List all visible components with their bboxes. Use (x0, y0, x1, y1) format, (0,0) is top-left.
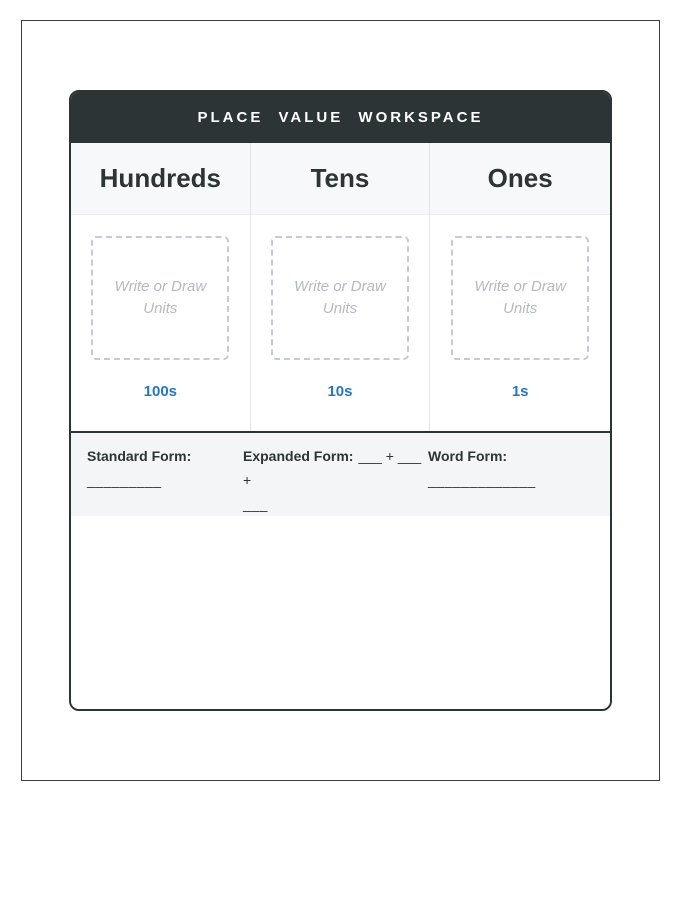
ones-placeholder: Write or Draw Units (474, 278, 566, 317)
word-form-blank[interactable]: _____________ (428, 472, 536, 488)
expanded-form-blank-inline[interactable]: ___ + ___ + (243, 448, 422, 488)
standard-form-blank[interactable]: _________ (87, 472, 162, 488)
standard-form-label: Standard Form: (87, 448, 192, 464)
column-header-row (71, 143, 610, 215)
expanded-form-label: Expanded Form: (243, 448, 354, 464)
ones-cell (430, 215, 610, 431)
tens-placeholder: Write or Draw Units (294, 278, 386, 317)
workspace-title: PLACE VALUE WORKSPACE (197, 109, 484, 126)
unit-box-row (71, 215, 610, 431)
expanded-form-field[interactable] (243, 444, 428, 516)
column-header-tens: Tens (251, 143, 431, 214)
hundreds-draw-area[interactable] (91, 236, 229, 360)
ones-unit-label: 1s (511, 383, 529, 400)
tens-unit-label: 10s (327, 383, 353, 400)
hundreds-unit-label: 100s (143, 383, 178, 400)
expanded-form-blank-wrap[interactable]: ___ (243, 496, 268, 512)
tens-draw-area[interactable] (271, 236, 409, 360)
word-form-field[interactable] (428, 444, 594, 516)
ones-draw-area[interactable] (451, 236, 589, 360)
forms-row (71, 431, 610, 516)
workspace-header (71, 92, 610, 143)
tens-cell (251, 215, 431, 431)
place-value-workspace-card (69, 90, 612, 711)
column-header-hundreds: Hundreds (71, 143, 251, 214)
column-header-ones: Ones (487, 163, 553, 193)
word-form-label: Word Form: (428, 448, 508, 464)
hundreds-cell (71, 215, 251, 431)
blank-work-area[interactable] (71, 516, 610, 709)
hundreds-placeholder: Write or Draw Units (114, 278, 207, 317)
standard-form-field[interactable] (87, 444, 243, 516)
